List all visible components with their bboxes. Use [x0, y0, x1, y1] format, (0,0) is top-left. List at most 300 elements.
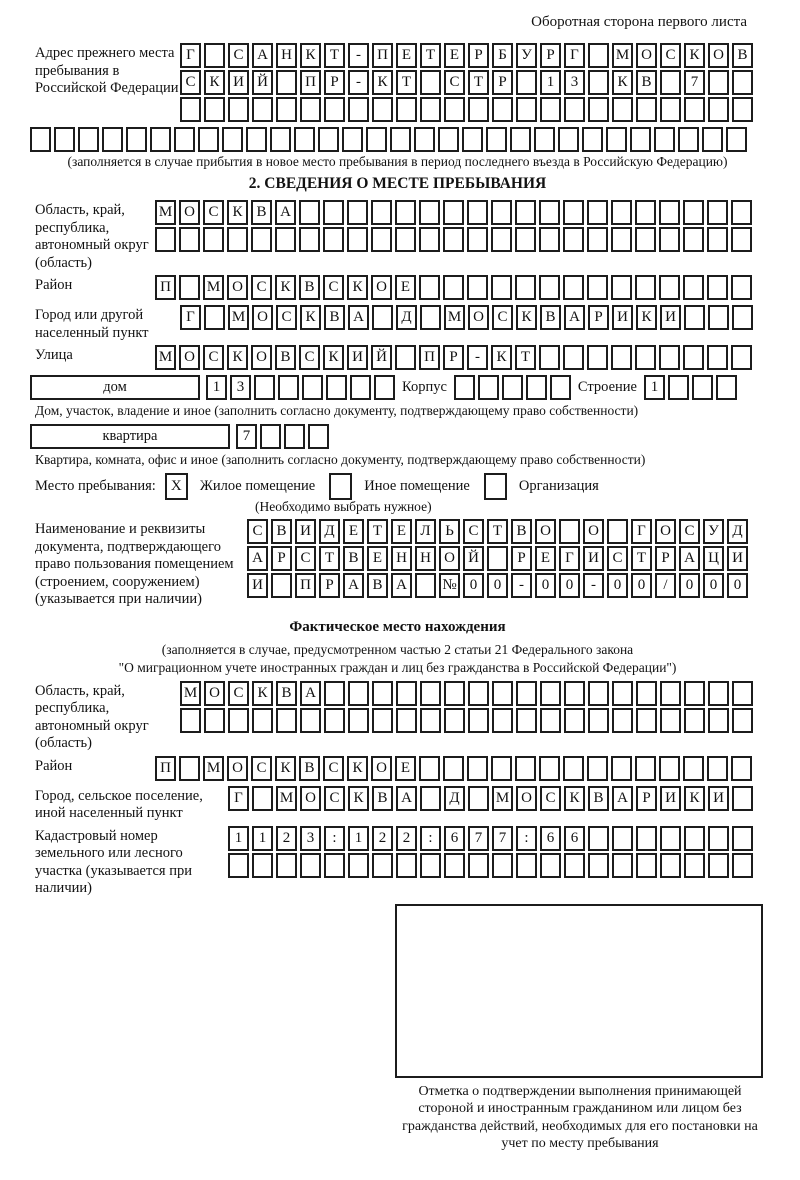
- char-cell[interactable]: [516, 97, 537, 122]
- char-cell[interactable]: [588, 43, 609, 68]
- char-cell[interactable]: [347, 227, 368, 252]
- char-cell[interactable]: [252, 708, 273, 733]
- char-cell[interactable]: О: [204, 681, 225, 706]
- char-cell[interactable]: [126, 127, 147, 152]
- char-cell[interactable]: [348, 681, 369, 706]
- char-cell[interactable]: [708, 681, 729, 706]
- char-cell[interactable]: [516, 681, 537, 706]
- char-cell[interactable]: О: [251, 345, 272, 370]
- char-cell[interactable]: [276, 708, 297, 733]
- char-cell[interactable]: П: [155, 275, 176, 300]
- char-cell[interactable]: [732, 826, 753, 851]
- char-cell[interactable]: А: [612, 786, 633, 811]
- char-cell[interactable]: [659, 200, 680, 225]
- char-cell[interactable]: [550, 375, 571, 400]
- char-cell[interactable]: О: [371, 756, 392, 781]
- char-cell[interactable]: Й: [371, 345, 392, 370]
- char-cell[interactable]: А: [564, 305, 585, 330]
- char-cell[interactable]: К: [204, 70, 225, 95]
- char-cell[interactable]: [587, 756, 608, 781]
- char-cell[interactable]: [516, 70, 537, 95]
- char-cell[interactable]: Г: [559, 546, 580, 571]
- char-cell[interactable]: [707, 345, 728, 370]
- char-cell[interactable]: И: [612, 305, 633, 330]
- char-cell[interactable]: 0: [727, 573, 748, 598]
- cadastral-row-1[interactable]: [228, 826, 756, 851]
- cadastral-row-2[interactable]: [228, 853, 756, 878]
- char-cell[interactable]: С: [251, 756, 272, 781]
- char-cell[interactable]: [660, 70, 681, 95]
- char-cell[interactable]: [502, 375, 523, 400]
- region-row-1[interactable]: [155, 200, 755, 225]
- char-cell[interactable]: С: [540, 786, 561, 811]
- char-cell[interactable]: Ь: [439, 519, 460, 544]
- char-cell[interactable]: [563, 227, 584, 252]
- char-cell[interactable]: К: [252, 681, 273, 706]
- char-cell[interactable]: 0: [607, 573, 628, 598]
- char-cell[interactable]: [630, 127, 651, 152]
- char-cell[interactable]: [654, 127, 675, 152]
- char-cell[interactable]: -: [583, 573, 604, 598]
- char-cell[interactable]: [731, 275, 752, 300]
- char-cell[interactable]: [611, 275, 632, 300]
- char-cell[interactable]: К: [516, 305, 537, 330]
- char-cell[interactable]: Ц: [703, 546, 724, 571]
- char-cell[interactable]: [559, 519, 580, 544]
- previous-address-row-1[interactable]: [180, 43, 756, 68]
- char-cell[interactable]: [372, 681, 393, 706]
- char-cell[interactable]: [659, 345, 680, 370]
- char-cell[interactable]: С: [295, 546, 316, 571]
- char-cell[interactable]: [564, 97, 585, 122]
- char-cell[interactable]: И: [660, 786, 681, 811]
- char-cell[interactable]: [299, 227, 320, 252]
- char-cell[interactable]: Г: [180, 43, 201, 68]
- char-cell[interactable]: [612, 708, 633, 733]
- char-cell[interactable]: [732, 681, 753, 706]
- char-cell[interactable]: Н: [276, 43, 297, 68]
- char-cell[interactable]: [318, 127, 339, 152]
- char-cell[interactable]: [684, 853, 705, 878]
- char-cell[interactable]: Е: [395, 275, 416, 300]
- char-cell[interactable]: [324, 853, 345, 878]
- char-cell[interactable]: [180, 97, 201, 122]
- char-cell[interactable]: [275, 227, 296, 252]
- char-cell[interactable]: Д: [727, 519, 748, 544]
- char-cell[interactable]: [204, 305, 225, 330]
- char-cell[interactable]: С: [463, 519, 484, 544]
- char-cell[interactable]: С: [444, 70, 465, 95]
- char-cell[interactable]: Р: [655, 546, 676, 571]
- char-cell[interactable]: К: [372, 70, 393, 95]
- char-cell[interactable]: Р: [540, 43, 561, 68]
- char-cell[interactable]: 1: [348, 826, 369, 851]
- char-cell[interactable]: Д: [396, 305, 417, 330]
- char-cell[interactable]: К: [348, 786, 369, 811]
- char-cell[interactable]: [678, 127, 699, 152]
- char-cell[interactable]: -: [467, 345, 488, 370]
- char-cell[interactable]: С: [492, 305, 513, 330]
- char-cell[interactable]: [708, 97, 729, 122]
- char-cell[interactable]: 1: [644, 375, 665, 400]
- char-cell[interactable]: Т: [319, 546, 340, 571]
- char-cell[interactable]: [486, 127, 507, 152]
- char-cell[interactable]: О: [300, 786, 321, 811]
- char-cell[interactable]: 0: [679, 573, 700, 598]
- char-cell[interactable]: В: [299, 275, 320, 300]
- char-cell[interactable]: [635, 756, 656, 781]
- char-cell[interactable]: В: [732, 43, 753, 68]
- char-cell[interactable]: 0: [631, 573, 652, 598]
- char-cell[interactable]: [300, 708, 321, 733]
- char-cell[interactable]: [659, 227, 680, 252]
- city-row[interactable]: [180, 305, 756, 330]
- char-cell[interactable]: [516, 853, 537, 878]
- char-cell[interactable]: [308, 424, 329, 449]
- char-cell[interactable]: [612, 97, 633, 122]
- char-cell[interactable]: [587, 227, 608, 252]
- char-cell[interactable]: К: [227, 345, 248, 370]
- char-cell[interactable]: [467, 227, 488, 252]
- char-cell[interactable]: [732, 70, 753, 95]
- char-cell[interactable]: [708, 70, 729, 95]
- char-cell[interactable]: С: [324, 786, 345, 811]
- char-cell[interactable]: [467, 756, 488, 781]
- char-cell[interactable]: [372, 708, 393, 733]
- char-cell[interactable]: Е: [395, 756, 416, 781]
- char-cell[interactable]: [534, 127, 555, 152]
- char-cell[interactable]: Р: [319, 573, 340, 598]
- char-cell[interactable]: К: [300, 43, 321, 68]
- char-cell[interactable]: 3: [564, 70, 585, 95]
- char-cell[interactable]: [419, 200, 440, 225]
- char-cell[interactable]: 6: [540, 826, 561, 851]
- char-cell[interactable]: О: [583, 519, 604, 544]
- char-cell[interactable]: Д: [319, 519, 340, 544]
- char-cell[interactable]: [348, 708, 369, 733]
- checkbox-organization[interactable]: [484, 473, 507, 500]
- char-cell[interactable]: В: [251, 200, 272, 225]
- char-cell[interactable]: [635, 345, 656, 370]
- char-cell[interactable]: 7: [492, 826, 513, 851]
- char-cell[interactable]: Т: [631, 546, 652, 571]
- char-cell[interactable]: [659, 275, 680, 300]
- char-cell[interactable]: О: [468, 305, 489, 330]
- char-cell[interactable]: [588, 708, 609, 733]
- char-cell[interactable]: [732, 305, 753, 330]
- char-cell[interactable]: М: [228, 305, 249, 330]
- char-cell[interactable]: [539, 756, 560, 781]
- char-cell[interactable]: [444, 853, 465, 878]
- char-cell[interactable]: Е: [367, 546, 388, 571]
- char-cell[interactable]: [563, 345, 584, 370]
- char-cell[interactable]: [227, 227, 248, 252]
- char-cell[interactable]: [396, 97, 417, 122]
- char-cell[interactable]: [366, 127, 387, 152]
- char-cell[interactable]: [611, 756, 632, 781]
- char-cell[interactable]: О: [535, 519, 556, 544]
- char-cell[interactable]: М: [612, 43, 633, 68]
- char-cell[interactable]: [419, 275, 440, 300]
- char-cell[interactable]: [324, 681, 345, 706]
- char-cell[interactable]: [443, 200, 464, 225]
- char-cell[interactable]: А: [348, 305, 369, 330]
- char-cell[interactable]: [246, 127, 267, 152]
- char-cell[interactable]: [540, 853, 561, 878]
- char-cell[interactable]: [708, 708, 729, 733]
- char-cell[interactable]: [300, 853, 321, 878]
- char-cell[interactable]: [468, 708, 489, 733]
- char-cell[interactable]: [684, 305, 705, 330]
- char-cell[interactable]: [683, 345, 704, 370]
- char-cell[interactable]: [726, 127, 747, 152]
- previous-address-row-4[interactable]: [30, 127, 765, 152]
- char-cell[interactable]: Г: [228, 786, 249, 811]
- char-cell[interactable]: П: [300, 70, 321, 95]
- char-cell[interactable]: [558, 127, 579, 152]
- char-cell[interactable]: [515, 756, 536, 781]
- char-cell[interactable]: Р: [588, 305, 609, 330]
- char-cell[interactable]: [716, 375, 737, 400]
- char-cell[interactable]: Т: [515, 345, 536, 370]
- char-cell[interactable]: [564, 681, 585, 706]
- char-cell[interactable]: П: [372, 43, 393, 68]
- char-cell[interactable]: П: [419, 345, 440, 370]
- char-cell[interactable]: [636, 708, 657, 733]
- char-cell[interactable]: Т: [396, 70, 417, 95]
- char-cell[interactable]: [612, 853, 633, 878]
- char-cell[interactable]: [414, 127, 435, 152]
- char-cell[interactable]: 1: [228, 826, 249, 851]
- char-cell[interactable]: П: [155, 756, 176, 781]
- char-cell[interactable]: И: [247, 573, 268, 598]
- char-cell[interactable]: [635, 200, 656, 225]
- char-cell[interactable]: 2: [372, 826, 393, 851]
- char-cell[interactable]: [228, 853, 249, 878]
- char-cell[interactable]: [326, 375, 347, 400]
- char-cell[interactable]: [443, 756, 464, 781]
- char-cell[interactable]: [563, 200, 584, 225]
- char-cell[interactable]: [588, 97, 609, 122]
- char-cell[interactable]: А: [396, 786, 417, 811]
- char-cell[interactable]: [707, 275, 728, 300]
- char-cell[interactable]: Р: [636, 786, 657, 811]
- char-cell[interactable]: [606, 127, 627, 152]
- char-cell[interactable]: [324, 708, 345, 733]
- region-actual-row-2[interactable]: [180, 708, 756, 733]
- char-cell[interactable]: О: [439, 546, 460, 571]
- char-cell[interactable]: Й: [252, 70, 273, 95]
- char-cell[interactable]: К: [300, 305, 321, 330]
- char-cell[interactable]: И: [708, 786, 729, 811]
- char-cell[interactable]: 3: [300, 826, 321, 851]
- char-cell[interactable]: [203, 227, 224, 252]
- char-cell[interactable]: 3: [230, 375, 251, 400]
- char-cell[interactable]: [278, 375, 299, 400]
- char-cell[interactable]: О: [636, 43, 657, 68]
- char-cell[interactable]: [540, 97, 561, 122]
- char-cell[interactable]: [252, 853, 273, 878]
- char-cell[interactable]: -: [348, 43, 369, 68]
- document-row-2[interactable]: [247, 546, 751, 571]
- char-cell[interactable]: [564, 853, 585, 878]
- char-cell[interactable]: [462, 127, 483, 152]
- char-cell[interactable]: 0: [559, 573, 580, 598]
- char-cell[interactable]: Г: [564, 43, 585, 68]
- char-cell[interactable]: [395, 200, 416, 225]
- char-cell[interactable]: [155, 227, 176, 252]
- region-actual-row-1[interactable]: [180, 681, 756, 706]
- char-cell[interactable]: С: [180, 70, 201, 95]
- char-cell[interactable]: [198, 127, 219, 152]
- char-cell[interactable]: [204, 708, 225, 733]
- char-cell[interactable]: Е: [391, 519, 412, 544]
- city-actual-row[interactable]: [228, 786, 756, 811]
- char-cell[interactable]: [492, 681, 513, 706]
- house-number-row[interactable]: [206, 375, 398, 400]
- char-cell[interactable]: [708, 853, 729, 878]
- stroenie-row[interactable]: [644, 375, 740, 400]
- char-cell[interactable]: [526, 375, 547, 400]
- char-cell[interactable]: [350, 375, 371, 400]
- char-cell[interactable]: М: [203, 275, 224, 300]
- char-cell[interactable]: 6: [444, 826, 465, 851]
- char-cell[interactable]: [516, 708, 537, 733]
- char-cell[interactable]: [611, 345, 632, 370]
- char-cell[interactable]: [102, 127, 123, 152]
- char-cell[interactable]: [660, 708, 681, 733]
- char-cell[interactable]: [636, 97, 657, 122]
- char-cell[interactable]: [179, 756, 200, 781]
- char-cell[interactable]: В: [324, 305, 345, 330]
- char-cell[interactable]: К: [227, 200, 248, 225]
- korpus-row[interactable]: [454, 375, 574, 400]
- char-cell[interactable]: И: [347, 345, 368, 370]
- char-cell[interactable]: [684, 681, 705, 706]
- char-cell[interactable]: [660, 826, 681, 851]
- char-cell[interactable]: Е: [535, 546, 556, 571]
- char-cell[interactable]: :: [324, 826, 345, 851]
- char-cell[interactable]: [302, 375, 323, 400]
- char-cell[interactable]: К: [684, 43, 705, 68]
- char-cell[interactable]: [612, 681, 633, 706]
- char-cell[interactable]: [732, 786, 753, 811]
- char-cell[interactable]: Р: [492, 70, 513, 95]
- char-cell[interactable]: [707, 756, 728, 781]
- char-cell[interactable]: [539, 227, 560, 252]
- char-cell[interactable]: М: [203, 756, 224, 781]
- char-cell[interactable]: В: [343, 546, 364, 571]
- char-cell[interactable]: [420, 708, 441, 733]
- char-cell[interactable]: [539, 200, 560, 225]
- char-cell[interactable]: [539, 275, 560, 300]
- checkbox-residential[interactable]: X: [165, 473, 188, 500]
- char-cell[interactable]: В: [276, 681, 297, 706]
- char-cell[interactable]: [443, 275, 464, 300]
- char-cell[interactable]: 1: [540, 70, 561, 95]
- char-cell[interactable]: [396, 708, 417, 733]
- apartment-number-row[interactable]: [236, 424, 332, 449]
- char-cell[interactable]: [54, 127, 75, 152]
- char-cell[interactable]: [294, 127, 315, 152]
- char-cell[interactable]: О: [179, 345, 200, 370]
- char-cell[interactable]: №: [439, 573, 460, 598]
- char-cell[interactable]: [444, 708, 465, 733]
- char-cell[interactable]: Г: [631, 519, 652, 544]
- char-cell[interactable]: [348, 853, 369, 878]
- char-cell[interactable]: -: [511, 573, 532, 598]
- char-cell[interactable]: [702, 127, 723, 152]
- char-cell[interactable]: Л: [415, 519, 436, 544]
- char-cell[interactable]: К: [564, 786, 585, 811]
- street-row[interactable]: [155, 345, 755, 370]
- checkbox-other-premises[interactable]: [329, 473, 352, 500]
- char-cell[interactable]: А: [252, 43, 273, 68]
- previous-address-row-2[interactable]: [180, 70, 756, 95]
- char-cell[interactable]: [487, 546, 508, 571]
- char-cell[interactable]: В: [367, 573, 388, 598]
- char-cell[interactable]: [731, 756, 752, 781]
- char-cell[interactable]: К: [491, 345, 512, 370]
- char-cell[interactable]: [660, 681, 681, 706]
- char-cell[interactable]: 0: [487, 573, 508, 598]
- char-cell[interactable]: [612, 826, 633, 851]
- char-cell[interactable]: [420, 853, 441, 878]
- char-cell[interactable]: [222, 127, 243, 152]
- char-cell[interactable]: [420, 786, 441, 811]
- char-cell[interactable]: [732, 853, 753, 878]
- char-cell[interactable]: [683, 756, 704, 781]
- char-cell[interactable]: О: [516, 786, 537, 811]
- char-cell[interactable]: [342, 127, 363, 152]
- char-cell[interactable]: [271, 573, 292, 598]
- char-cell[interactable]: Т: [324, 43, 345, 68]
- char-cell[interactable]: [299, 200, 320, 225]
- char-cell[interactable]: М: [444, 305, 465, 330]
- char-cell[interactable]: [611, 227, 632, 252]
- char-cell[interactable]: :: [516, 826, 537, 851]
- char-cell[interactable]: [731, 200, 752, 225]
- char-cell[interactable]: [491, 756, 512, 781]
- char-cell[interactable]: К: [347, 275, 368, 300]
- char-cell[interactable]: Д: [444, 786, 465, 811]
- char-cell[interactable]: М: [155, 345, 176, 370]
- char-cell[interactable]: В: [636, 70, 657, 95]
- previous-address-row-3[interactable]: [180, 97, 756, 122]
- char-cell[interactable]: [347, 200, 368, 225]
- district-row[interactable]: [155, 275, 755, 300]
- char-cell[interactable]: [683, 275, 704, 300]
- char-cell[interactable]: [254, 375, 275, 400]
- char-cell[interactable]: [707, 227, 728, 252]
- char-cell[interactable]: Т: [468, 70, 489, 95]
- char-cell[interactable]: [174, 127, 195, 152]
- char-cell[interactable]: [491, 275, 512, 300]
- char-cell[interactable]: [588, 70, 609, 95]
- char-cell[interactable]: С: [607, 546, 628, 571]
- char-cell[interactable]: С: [323, 275, 344, 300]
- char-cell[interactable]: [660, 853, 681, 878]
- char-cell[interactable]: :: [420, 826, 441, 851]
- char-cell[interactable]: 0: [463, 573, 484, 598]
- char-cell[interactable]: [324, 97, 345, 122]
- char-cell[interactable]: Т: [487, 519, 508, 544]
- char-cell[interactable]: Т: [367, 519, 388, 544]
- char-cell[interactable]: С: [228, 681, 249, 706]
- char-cell[interactable]: С: [679, 519, 700, 544]
- char-cell[interactable]: [438, 127, 459, 152]
- char-cell[interactable]: М: [155, 200, 176, 225]
